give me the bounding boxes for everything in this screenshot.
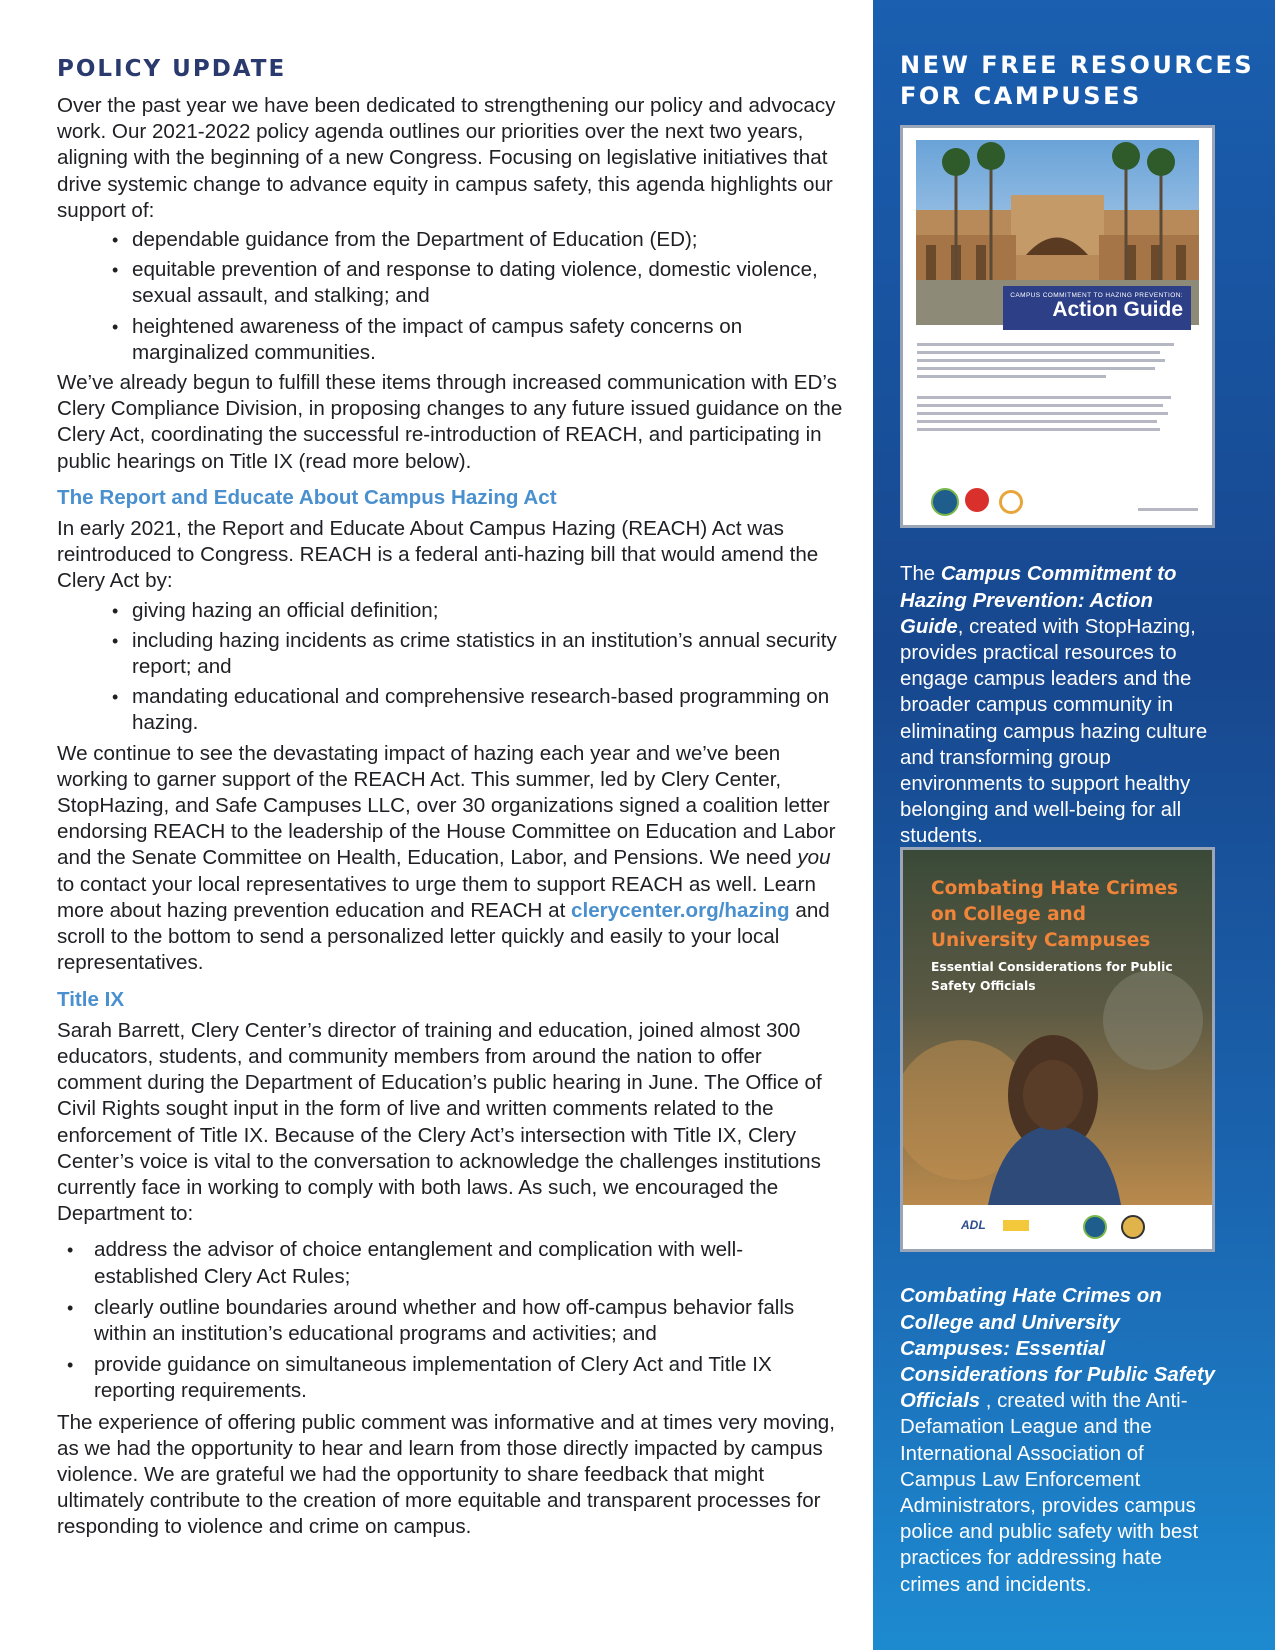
cover-title: Action Guide	[1052, 298, 1183, 321]
closing-paragraph: The experience of offering public comment was informative and at times very moving, as we had the opportunity to hear and learn from those directly impacted by campus violence. We are grateful we had the opportunity to share feedback that might ultimately contribute to the creation of more equitable and transparent processes for responding to violence and crime on campus.	[57, 1410, 835, 1539]
reach-paragraph	[57, 741, 847, 977]
resource1-pre: The	[900, 563, 941, 586]
resource2-title: Combating Hate Crimes on College and University Campuses: Essential Considerations for Public Safety Officials	[900, 1285, 1215, 1413]
reach-list	[57, 598, 847, 737]
resource1-title: Campus Commitment to Hazing Prevention: Action Guide	[900, 563, 1177, 638]
resource2-desc: , created with the Anti-Defamation League and the International Association of Campus Law Enforcement Administrators, provides campus police and public safety with best practices for addressing hate crimes and incidents.	[900, 1390, 1199, 1596]
partner-logos	[931, 486, 1191, 516]
list-item: • provide guidance on simultaneous implementation of Clery Act and Title IX reporting requirements.	[57, 1352, 847, 1404]
cover-title-band	[1003, 286, 1191, 330]
resource1-desc: , created with StopHazing, provides practical resources to engage campus leaders and the broader campus community in eliminating campus hazing culture and transforming group environments to support healthy belonging and well-being for all students.	[900, 615, 1208, 848]
iaclea-logo-icon	[1121, 1215, 1145, 1239]
main-column	[57, 54, 847, 1541]
titleix-paragraph: Sarah Barrett, Clery Center’s director of training and education, joined almost 300 educators, students, and community members from around the nation to offer comment during the Department of Education’s public hearing in June. The Office of Civil Rights sought input in the form of live and written comments related to the enforcement of Title IX. Because of the Clery Act’s intersection with Title IX, Clery Center’s voice is vital to the conversation to acknowledge the challenges institutions currently face in working to comply with both laws. As such, we encouraged the Department to:	[57, 1018, 822, 1226]
agenda-list	[57, 227, 847, 366]
list-item: • address the advisor of choice entanglement and complication with well-established Clery Act Rules;	[57, 1237, 847, 1289]
list-item: • dependable guidance from the Department of Education (ED);	[57, 227, 847, 253]
adl-logo: ADL	[961, 1218, 986, 1232]
resource2-description	[900, 1283, 1220, 1597]
cover-footer	[1138, 508, 1198, 511]
clery-logo-icon	[931, 488, 959, 516]
partner-logo-icon	[999, 490, 1023, 514]
reach-text-2: to contact your local representatives to urge them to support REACH as well. Learn more about hazing prevention education and REACH at	[57, 872, 816, 922]
emphasis-you: you	[797, 846, 831, 870]
titleix-list	[57, 1237, 847, 1404]
reach-heading: The Report and Educate About Campus Hazing Act	[57, 485, 557, 509]
list-item: • mandating educational and comprehensive research-based programming on hazing.	[57, 684, 847, 736]
titleix-heading: Title IX	[57, 987, 125, 1011]
section-heading: POLICY UPDATE	[57, 56, 287, 82]
cover-body-placeholder	[917, 338, 1187, 431]
list-item: • giving hazing an official definition;	[57, 598, 847, 624]
partner-logos	[903, 1205, 1212, 1249]
sidebar	[873, 0, 1275, 1650]
unlearn-logo-icon	[1003, 1220, 1029, 1231]
sidebar-heading: NEW FREE RESOURCES FOR CAMPUSES	[900, 51, 1255, 110]
clery-logo-icon	[1083, 1215, 1107, 1239]
list-item: • clearly outline boundaries around whether and how off-campus behavior falls within an institution’s educational programs and activities; and	[57, 1295, 847, 1347]
stophazing-logo-icon	[965, 488, 989, 512]
reach-text-1: We continue to see the devastating impact of hazing each year and we’ve been working to garner support of the REACH Act. This summer, led by Clery Center, StopHazing, and Safe Campuses LLC, over 30 organizations signed a coalition letter endorsing REACH to the leadership of the House Committee on Education and Labor and the Senate Committee on Health, Education, Labor, and Pensions. We need	[57, 741, 836, 870]
progress-paragraph: We’ve already begun to fulfill these items through increased communication with ED’s Clery Compliance Division, in proposing changes to any future issued guidance on the Clery Act, coordinating the successful re-introduction of REACH, and participating in public hearings on Title IX (read more below).	[57, 371, 843, 473]
list-item: • heightened awareness of the impact of campus safety concerns on marginalized communities.	[57, 314, 847, 366]
hazing-link[interactable]: clerycenter.org/hazing	[571, 898, 790, 922]
reach-text-3: and scroll to the bottom to send a personalized letter quickly and easily to your local representatives.	[57, 898, 830, 975]
list-item: • including hazing incidents as crime statistics in an institution’s annual security report; and	[57, 628, 847, 680]
reach-intro: In early 2021, the Report and Educate About Campus Hazing (REACH) Act was reintroduced to Congress. REACH is a federal anti-hazing bill that would amend the Clery Act by:	[57, 517, 819, 593]
resource1-description	[900, 561, 1220, 849]
intro-paragraph: Over the past year we have been dedicated to strengthening our policy and advocacy work. Our 2021-2022 policy agenda outlines our priorities over the next two years, aligning with the beginning of a new Congress. Focusing on legislative initiatives that drive systemic change to advance equity in campus safety, this agenda highlights our support of:	[57, 94, 836, 222]
cover-title: Combating Hate Crimes on College and University Campuses	[931, 878, 1179, 951]
action-guide-cover[interactable]	[900, 125, 1215, 528]
list-item: • equitable prevention of and response to dating violence, domestic violence, sexual assault, and stalking; and	[57, 257, 847, 309]
cover-kicker: CAMPUS COMMITMENT TO HAZING PREVENTION:	[1010, 292, 1183, 299]
hate-crimes-cover[interactable]	[900, 847, 1215, 1252]
cover-subtitle: Essential Considerations for Public Safety Officials	[931, 960, 1173, 993]
